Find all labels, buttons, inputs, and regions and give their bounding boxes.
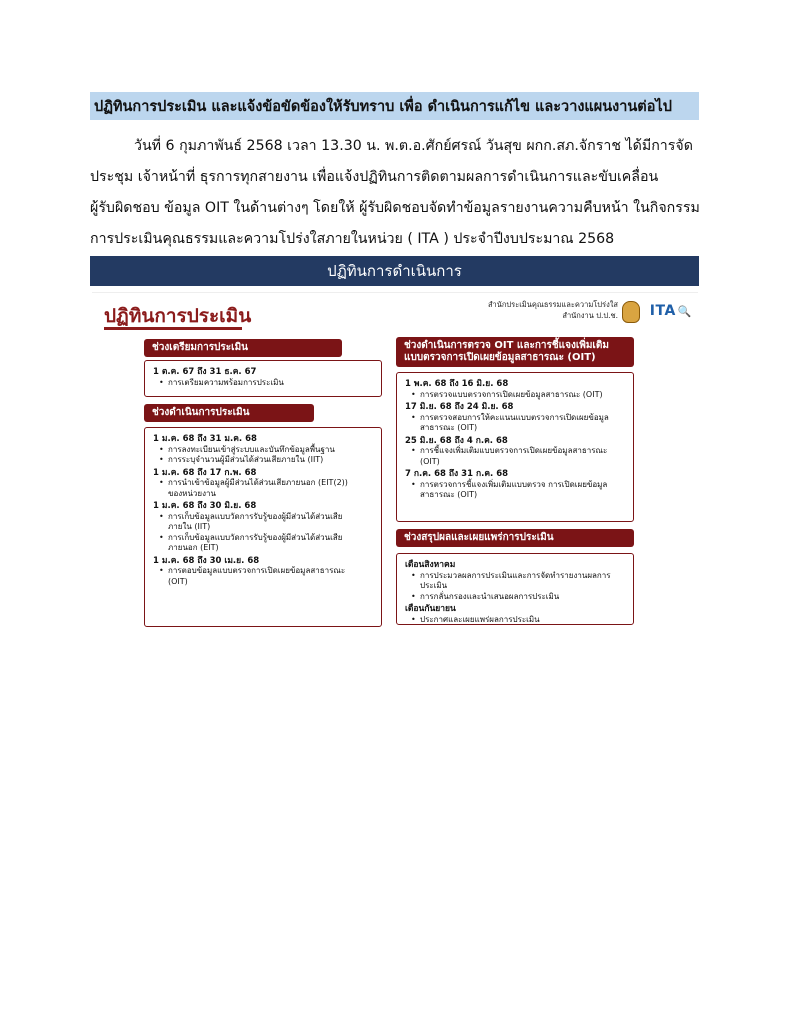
bullet-icon: • — [159, 478, 164, 487]
period-date: 1 ม.ค. 68 ถึง 30 มิ.ย. 68 — [153, 501, 257, 511]
bullet-icon: • — [159, 511, 164, 521]
bullet-icon: • — [159, 532, 164, 542]
activity-item — [153, 455, 373, 466]
phase-box-prep — [144, 360, 382, 397]
org-line: สำนักประเมินคุณธรรมและความโปร่งใส — [487, 300, 618, 309]
period-date: 1 ม.ค. 68 ถึง 31 ม.ค. 68 — [153, 434, 257, 444]
paragraph-line: วันที่ 6 กุมภาพันธ์ 2568 เวลา 13.30 น. พ.ต.อ.ศักย์ศรณ์ วันสุข ผกก.สภ.จักราช ได้มีการจัด — [134, 138, 693, 154]
phase-box-run — [144, 427, 382, 627]
period-date: 1 ต.ค. 67 ถึง 31 ธ.ค. 67 — [153, 367, 257, 377]
period-date: 1 ม.ค. 68 ถึง 30 เม.ย. 68 — [153, 555, 260, 566]
title-underline — [104, 327, 242, 330]
activity-item — [405, 480, 625, 501]
bullet-icon: • — [411, 389, 416, 399]
ita-logo-text: ITA — [649, 303, 676, 319]
heading-band — [90, 92, 699, 120]
ita-logo — [650, 303, 692, 319]
period-date: 1 พ.ค. 68 ถึง 16 มิ.ย. 68 — [405, 379, 509, 389]
activity-item — [153, 512, 373, 533]
activity-item — [405, 615, 625, 626]
infographic-title: ปฏิทินการประเมิน — [104, 305, 252, 327]
activity-text: การตอบข้อมูลแบบตรวจการเปิดเผยข้อมูลสาธารณะ (OIT) — [168, 566, 346, 586]
activity-item — [405, 571, 625, 592]
activity-item — [405, 592, 625, 603]
bullet-icon: • — [411, 570, 416, 580]
activity-item — [153, 566, 373, 587]
bullet-icon: • — [411, 412, 416, 422]
period-date: เดือนสิงหาคม — [405, 560, 456, 570]
activity-text: การเก็บข้อมูลแบบวัดการรับรู้ของผู้มีส่วนได้ส่วนเสีย ภายใน (IIT) — [168, 511, 343, 531]
activity-text: การลงทะเบียนเข้าสู่ระบบและบันทึกข้อมูลพื้นฐาน — [168, 444, 335, 454]
paragraph-line: การประเมินคุณธรรมและความโปร่งใสภายในหน่วย ( ITA ) ประจำปีงบประมาณ 2568 — [90, 231, 615, 247]
org-line: สำนักงาน ป.ป.ช. — [562, 311, 618, 320]
phase-label-oit: ช่วงดำเนินการตรวจ OIT และการชี้แจงเพิ่มเติม แบบตรวจการเปิดเผยข้อมูลสาธารณะ (OIT) — [396, 337, 634, 367]
banner-title: ปฏิทินการดำเนินการ — [327, 262, 462, 280]
phase-label-run: ช่วงดำเนินการประเมิน — [144, 404, 314, 422]
activity-text: การเตรียมความพร้อมการประเมิน — [168, 377, 284, 387]
document-heading: ปฏิทินการประเมิน และแจ้งข้อขัดข้องให้รับทราบ เพื่อ ดำเนินการแก้ไข และวางแผนงานต่อไป — [94, 98, 672, 115]
activity-item — [153, 445, 373, 456]
activity-text: การประมวลผลการประเมินและการจัดทำรายงานผลการประเมิน — [420, 570, 611, 590]
activity-text: ประกาศและเผยแพร่ผลการประเมิน — [420, 614, 540, 624]
activity-item — [405, 446, 625, 467]
phase-label-prep: ช่วงเตรียมการประเมิน — [144, 339, 342, 357]
emblem-icon — [622, 301, 640, 323]
bullet-icon: • — [411, 479, 416, 489]
period-date: 17 มิ.ย. 68 ถึง 24 มิ.ย. 68 — [405, 402, 514, 412]
activity-text: การกลั่นกรองและนำเสนอผลการประเมิน — [420, 591, 560, 601]
activity-text: การชี้แจงเพิ่มเติมแบบตรวจการเปิดเผยข้อมูลสาธารณะ (OIT) — [420, 446, 608, 466]
activity-text: การระบุจำนวนผู้มีส่วนได้ส่วนเสียภายใน (IIT) — [168, 455, 324, 464]
activity-text: การเก็บข้อมูลแบบวัดการรับรู้ของผู้มีส่วนได้ส่วนเสีย ภายนอก (EIT) — [168, 532, 343, 552]
period-date: เดือนกันยายน — [405, 604, 456, 614]
activity-item — [405, 413, 625, 434]
bullet-icon: • — [159, 566, 164, 575]
activity-item — [405, 390, 625, 401]
bullet-icon: • — [411, 591, 416, 601]
activity-text: การตรวจสอบการให้คะแนนแบบตรวจการเปิดเผยข้อมูล สาธารณะ (OIT) — [420, 412, 609, 432]
paragraph-line: ผู้รับผิดชอบ ข้อมูล OIT ในด้านต่างๆ โดยให้ ผู้รับผิดชอบจัดทำข้อมูลรายงานความคืบหน้า ในกิจกรรม — [90, 200, 700, 216]
body-paragraph — [90, 131, 699, 255]
bullet-icon: • — [159, 444, 164, 454]
paragraph-line: ประชุม เจ้าหน้าที่ ธุรการทุกสายงาน เพื่อแจ้งปฏิทินการติดตามผลการดำเนินการและขับเคลื่อน — [90, 169, 659, 185]
activity-item — [153, 378, 373, 389]
bullet-icon: • — [159, 377, 164, 387]
activity-text: การนำเข้าข้อมูลผู้มีส่วนได้ส่วนเสียภายนอก (EIT(2)) ของหน่วยงาน — [168, 478, 348, 498]
phase-label-summary: ช่วงสรุปผลและเผยแพร่การประเมิน — [396, 529, 634, 547]
calendar-infographic — [92, 292, 698, 635]
period-date: 1 ม.ค. 68 ถึง 17 ก.พ. 68 — [153, 467, 257, 478]
organization-label — [488, 299, 618, 321]
activity-text: การตรวจแบบตรวจการเปิดเผยข้อมูลสาธารณะ (OIT) — [420, 389, 603, 399]
activity-item — [153, 533, 373, 554]
activity-item — [153, 478, 373, 499]
bullet-icon: • — [411, 614, 416, 624]
activity-text: การตรวจการชี้แจงเพิ่มเติมแบบตรวจ การเปิดเผยข้อมูล สาธารณะ (OIT) — [420, 479, 608, 499]
phase-box-summary — [396, 553, 634, 625]
bullet-icon: • — [159, 455, 164, 464]
bullet-icon: • — [411, 446, 416, 455]
phase-box-oit — [396, 372, 634, 522]
period-date: 7 ก.ค. 68 ถึง 31 ก.ค. 68 — [405, 469, 509, 479]
magnifier-icon: 🔍 — [677, 305, 692, 318]
period-date: 25 มิ.ย. 68 ถึง 4 ก.ค. 68 — [405, 435, 508, 446]
section-banner — [90, 256, 699, 286]
